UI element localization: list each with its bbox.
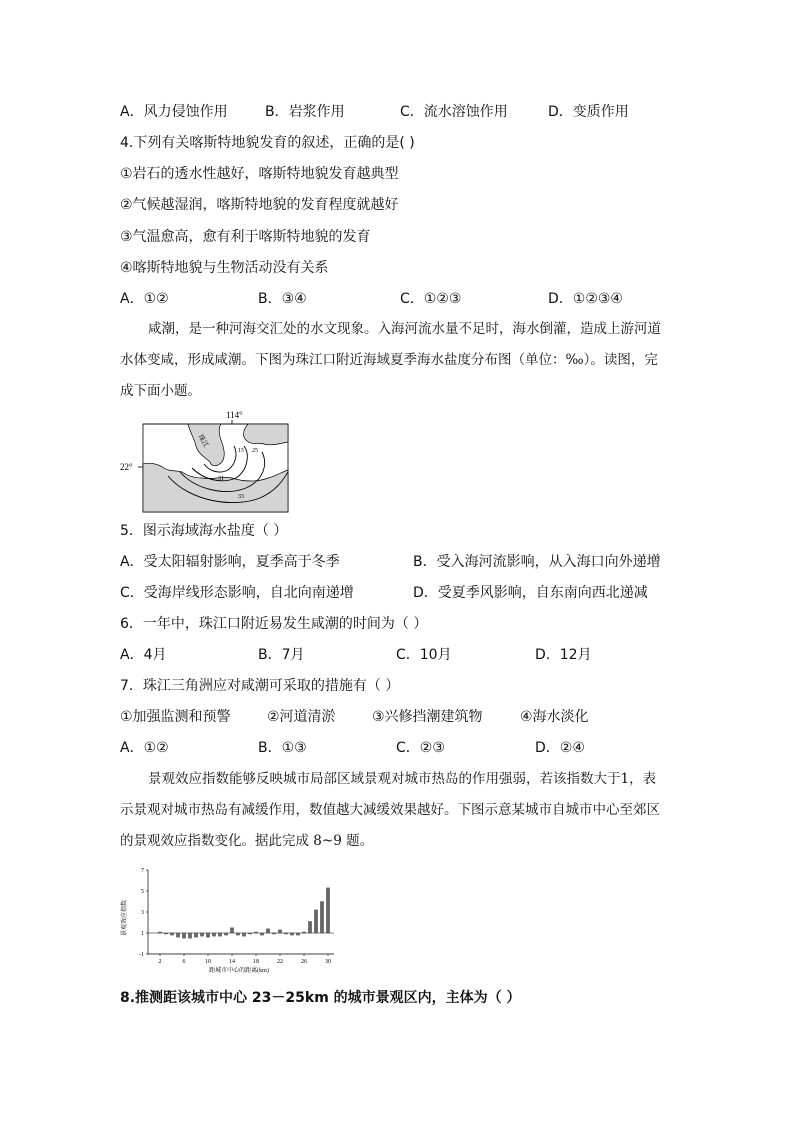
q7-stem: 7．珠江三角洲应对咸潮可采取的措施有（ ） — [120, 678, 400, 694]
q4-item-4: ④喀斯特地貌与生物活动没有关系 — [120, 260, 329, 276]
q4-item-1: ①岩石的透水性越好，喀斯特地貌发育越典型 — [120, 166, 399, 182]
chart-bar — [314, 910, 317, 933]
q6-option-a: A．4月 — [120, 647, 167, 663]
q4-item-2: ②气候越湿润，喀斯特地貌的发育程度就越好 — [120, 197, 399, 213]
chart-y-tick-label: 1 — [141, 931, 144, 937]
q4-option-c: C．①②③ — [400, 291, 462, 307]
q7-measure-3: ③兴修挡潮建筑物 — [372, 709, 483, 725]
chart-x-tick-label: 22 — [277, 959, 283, 965]
q3-option-d: D．变质作用 — [548, 104, 629, 120]
map-latitude-label: 22° — [120, 462, 133, 472]
chart-bar — [188, 933, 191, 938]
chart-x-tick-label: 14 — [229, 959, 235, 965]
q7-measure-1: ①加强监测和预警 — [120, 709, 231, 725]
chart-bar — [158, 932, 161, 933]
chart-y-tick-label: -1 — [139, 952, 144, 958]
q6-stem: 6．一年中，珠江口附近易发生咸潮的时间为（ ） — [120, 616, 428, 632]
chart-bar — [230, 928, 233, 933]
chart-bar — [212, 933, 215, 936]
q3-option-b: B．岩浆作用 — [265, 104, 345, 120]
q7-measure-4: ④海水淡化 — [520, 709, 589, 725]
q5-option-d: D．受夏季风影响，自东南向西北递减 — [413, 585, 648, 601]
chart-bar — [224, 933, 227, 935]
q6-option-d: D．12月 — [535, 647, 592, 663]
passage-line: 成下面小题。 — [120, 383, 201, 399]
q3-option-c: C．流水溶蚀作用 — [400, 104, 508, 120]
passage-landscape-effect — [120, 764, 674, 857]
passage-line: 咸潮，是一种河海交汇处的水文现象。入海河流水量不足时，海水倒灌，造成上游河道 — [148, 321, 661, 337]
chart-bar — [194, 933, 197, 937]
chart-bar — [278, 930, 281, 933]
q4-option-a: A．①② — [120, 291, 169, 307]
q7-option-d: D．②④ — [535, 740, 585, 756]
passage-salt-tide — [120, 314, 674, 407]
q3-option-a: A．风力侵蚀作用 — [120, 104, 228, 120]
chart-bar — [296, 933, 299, 935]
passage-line: 水体变咸，形成咸潮。下图为珠江口附近海域夏季海水盐度分布图（单位：‰）。读图，完 — [120, 352, 658, 368]
chart-x-tick-label: 6 — [182, 959, 186, 965]
q4-stem: 4.下列有关喀斯特地貌发育的叙述，正确的是( ) — [120, 135, 415, 151]
q8-stem: 8.推测距该城市中心 23－25km 的城市景观区内，主体为（ ） — [120, 990, 521, 1006]
chart-x-tick-label: 10 — [205, 959, 211, 965]
chart-bar — [320, 902, 323, 934]
q5-option-b: B．受入海河流影响，从入海口向外递增 — [413, 554, 661, 570]
passage-line: 景观效应指数能够反映城市局部区域景观对城市热岛的作用强弱，若该指数大于1，表 — [148, 771, 657, 787]
chart-bar — [260, 933, 263, 935]
map-longitude-label: 114° — [226, 410, 243, 420]
chart-y-tick-label: 5 — [141, 889, 144, 895]
chart-bar — [236, 933, 239, 935]
chart-bar — [302, 932, 305, 933]
chart-x-tick-label: 18 — [253, 959, 259, 965]
salinity-map — [118, 406, 293, 514]
chart-y-tick-label: 3 — [141, 910, 144, 916]
chart-bar — [254, 932, 257, 933]
chart-bar — [284, 933, 287, 934]
chart-bar — [200, 933, 203, 936]
chart-x-label: 距城市中心的距离(km) — [209, 968, 269, 974]
chart-bar — [170, 933, 173, 935]
chart-bar — [326, 888, 329, 933]
chart-bar — [206, 933, 209, 937]
chart-bar — [266, 929, 269, 933]
q5-option-a: A．受太阳辐射影响，夏季高于冬季 — [120, 554, 340, 570]
q5-stem: 5．图示海域海水盐度（ ） — [120, 523, 288, 539]
q4-option-b: B．③④ — [258, 291, 307, 307]
q6-option-c: C．10月 — [396, 647, 452, 663]
q4-item-3: ③气温愈高，愈有利于喀斯特地貌的发育 — [120, 229, 371, 245]
q6-option-b: B．7月 — [258, 647, 305, 663]
isoline-label: 25 — [252, 448, 258, 454]
landscape-effect-chart — [118, 862, 340, 974]
chart-bar — [218, 933, 221, 936]
chart-x-tick-label: 2 — [158, 959, 162, 965]
passage-line: 示景观对城市热岛有减缓作用，数值越大减缓效果越好。下图示意某城市自城市中心至郊区 — [120, 802, 660, 818]
chart-y-tick-label: 7 — [141, 868, 144, 874]
chart-bar — [242, 933, 245, 936]
q7-option-a: A．①② — [120, 740, 169, 756]
chart-bar — [176, 933, 179, 937]
chart-y-label: 景观效应指数 — [122, 899, 128, 937]
isoline-label: 15 — [238, 448, 244, 454]
q4-option-d: D．①②③④ — [548, 291, 623, 307]
chart-bar — [290, 933, 293, 935]
q7-measure-2: ②河道清淤 — [267, 709, 336, 725]
chart-x-tick-label: 30 — [325, 959, 331, 965]
isoline-label: 31 — [218, 476, 224, 482]
chart-bar — [272, 933, 275, 934]
passage-line: 的景观效应指数变化。据此完成 8~9 题。 — [120, 833, 374, 849]
q7-option-b: B．①③ — [258, 740, 307, 756]
q5-option-c: C．受海岸线形态影响，自北向南递增 — [120, 585, 354, 601]
chart-bar — [308, 921, 311, 933]
chart-bar — [248, 933, 251, 934]
river-label: 珠江 — [196, 433, 211, 450]
isoline-label: 33 — [238, 494, 244, 500]
chart-x-tick-label: 26 — [301, 959, 307, 965]
q7-option-c: C．②③ — [396, 740, 445, 756]
chart-bar — [182, 933, 185, 938]
chart-bar — [164, 933, 167, 934]
